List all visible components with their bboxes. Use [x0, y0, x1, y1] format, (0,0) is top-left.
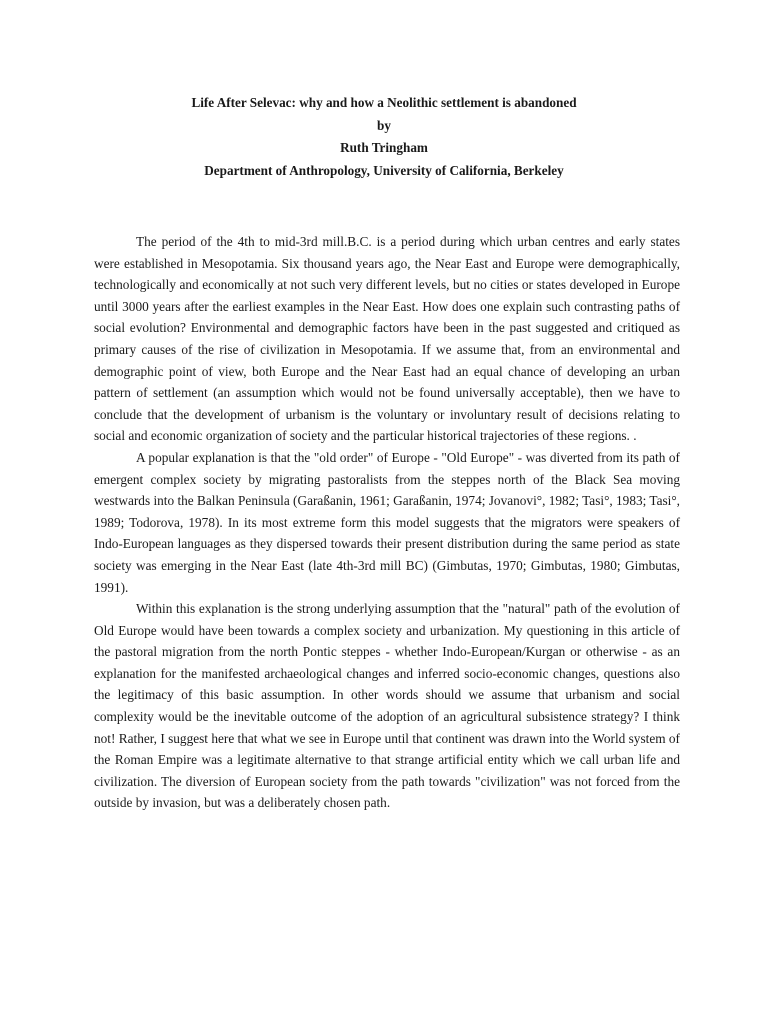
author-name: Ruth Tringham [340, 140, 428, 155]
body-text [94, 231, 680, 814]
paragraph: A popular explanation is that the "old order" of Europe - "Old Europe" - was diverted from its path of emergent complex society by migrating pastoralists from the steppes north of the Black Sea moving westwards into the Balkan Peninsula (Garaßanin, 1961; Garaßanin, 1974; Jovanovi°, 1982; Tasi°, 1983; Tasi°, 1989; Todorova, 1978). In its most extreme form this model suggests that the migrators were speakers of Indo-European languages as they dispersed towards their present distribution during the same period as state society was emerging in the Near East (late 4th-3rd mill BC) (Gimbutas, 1970; Gimbutas, 1980; Gimbutas, 1991). [94, 449, 681, 595]
paragraph: Within this explanation is the strong underlying assumption that the "natural" path of the evolution of Old Europe would have been towards a complex society and urbanization. My questioning in this article of the pastoral migration from the north Pontic steppes - whether Indo-European/Kurgan or otherwise - as an explanation for the manifested archaeological changes and inferred socio-economic changes, questions also the legitimacy of this basic assumption. In other words should we assume that urbanism and social complexity would be the inevitable outcome of the adoption of an agricultural subsistence strategy? I think not! Rather, I suggest here that what we see in Europe until that continent was drawn into the World system of the Roman Empire was a legitimate alternative to that strange artificial entity which we call urban life and civilization. The diversion of European society from the path towards "civilization" was not forced from the outside by invasion, but was a deliberately chosen path. [94, 601, 680, 811]
by-line: by [377, 117, 391, 133]
document-header [80, 92, 688, 182]
author-affiliation: Department of Anthropology, University of California, Berkeley [204, 162, 564, 178]
paragraph: The period of the 4th to mid-3rd mill.B.C. is a period during which urban centres and early states were established in Mesopotamia. Six thousand years ago, the Near East and Europe were demographically, technologically and economically at not such very different levels, but no cities or states developed in Europe until 3000 years after the earliest examples in the Near East. How does one explain such contrasting paths of social evolution? Environmental and demographic factors have been in the past suggested and critiqued as primary causes of the rise of civilization in Mesopotamia. If we assume that, from an environmental and demographic point of view, both Europe and the Near East had an equal chance of developing an urban pattern of settlement (an assumption which would not be found universally acceptable), then we have to conclude that the development of urbanism is the voluntary or involuntary result of decisions relating to social and economic organization of society and the particular historical trajectories of these regions. . [94, 234, 680, 444]
document-title: Life After Selevac: why and how a Neolithic settlement is abandoned [191, 95, 577, 110]
